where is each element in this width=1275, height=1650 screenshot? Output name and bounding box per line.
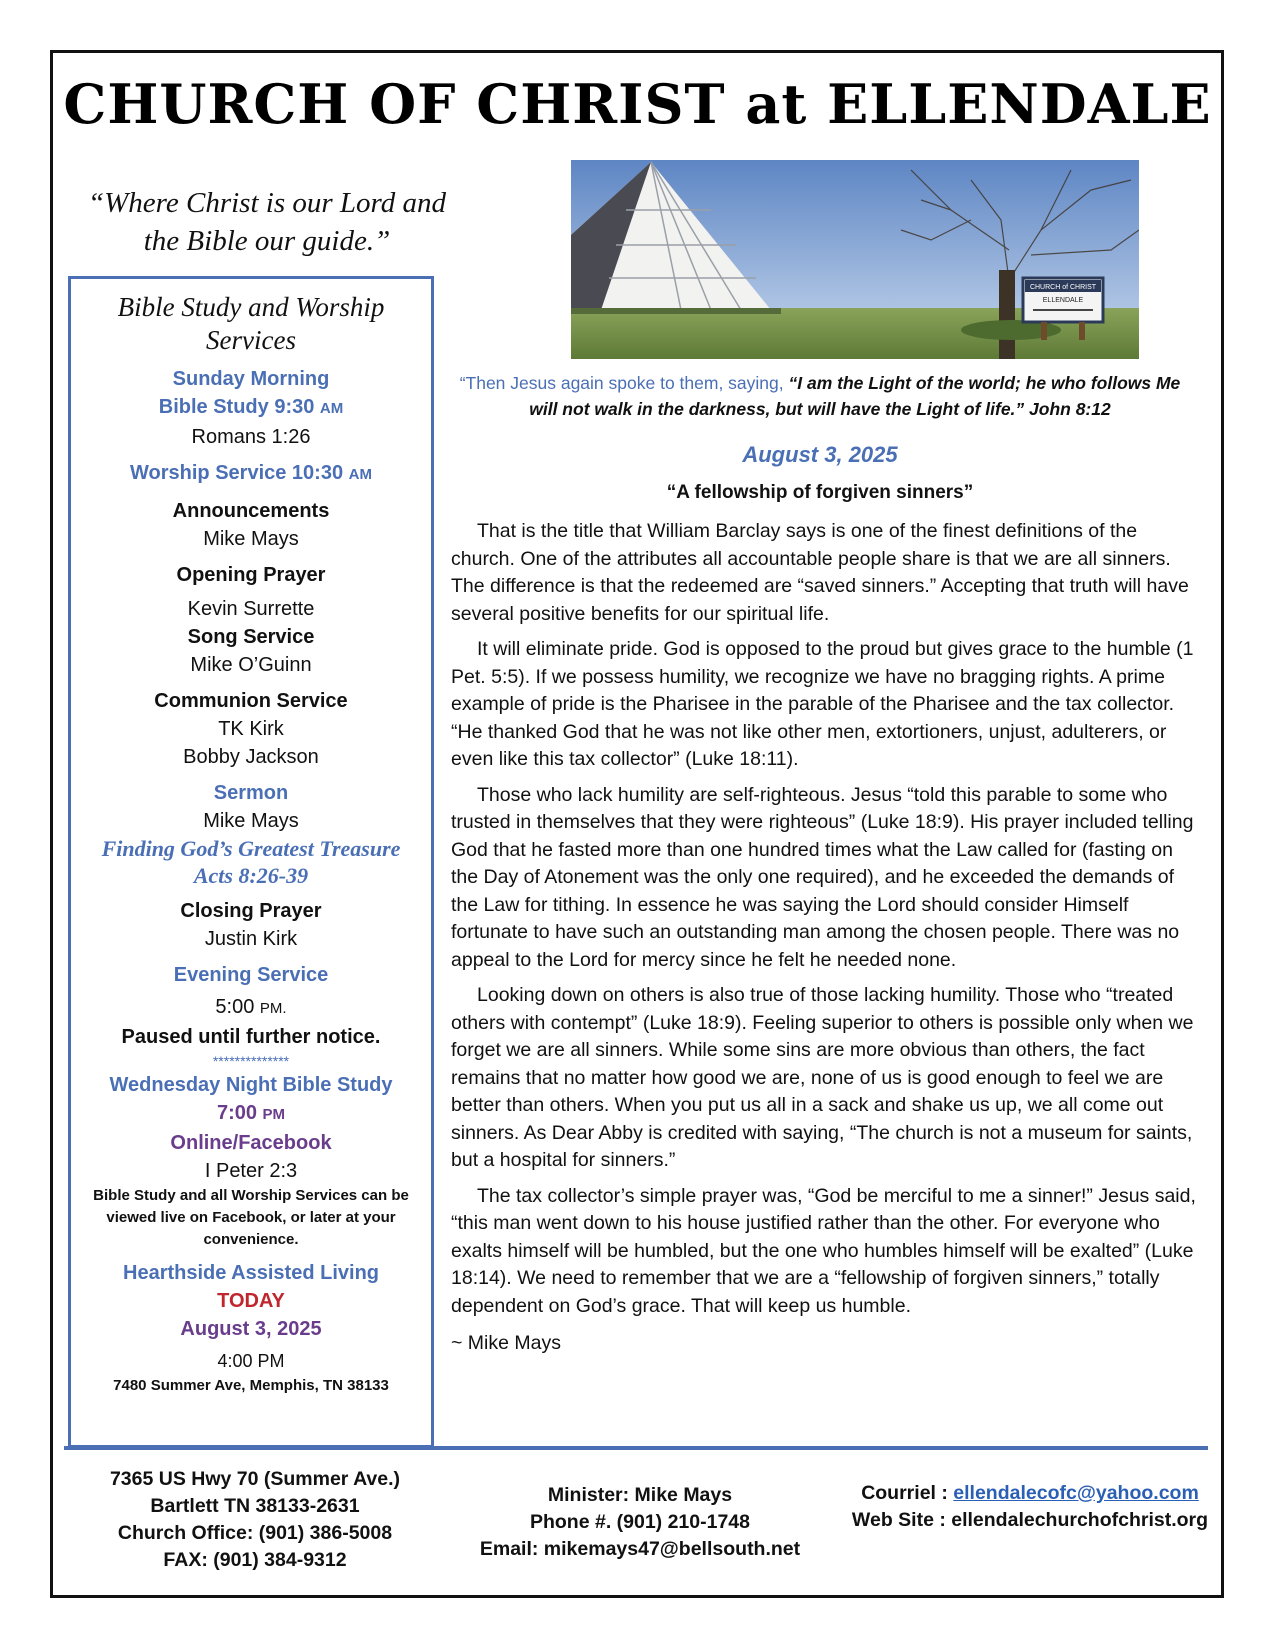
communion-name: TK Kirk xyxy=(218,718,284,740)
evening-service-label: Evening Service xyxy=(173,964,329,986)
article-body xyxy=(451,518,1196,1366)
address-line: Bartlett TN 38133-2631 xyxy=(150,1495,360,1517)
worship-time: Worship Service 10:30 AM xyxy=(130,462,372,484)
song-service-name: Mike O’Guinn xyxy=(190,654,312,676)
sermon-title: Finding God’s Greatest Treasure xyxy=(101,836,401,861)
announcements-label: Announcements xyxy=(172,500,330,522)
sunday-morning-label: Sunday Morning xyxy=(172,368,330,390)
sermon-preacher: Mike Mays xyxy=(203,810,299,832)
article-signature: ~ Mike Mays xyxy=(451,1332,561,1354)
wednesday-label: Wednesday Night Bible Study xyxy=(109,1074,393,1096)
sermon-label: Sermon xyxy=(213,782,289,804)
article-paragraph: That is the title that William Barclay says is one of the finest definitions of the church. One of the attributes all accountable people share is that we are all sinners. The difference is that the redeemed are “saved sinners.” Accepting that truth will have several positive benefits for our spiritual life. xyxy=(451,520,1189,625)
quote-verse: “I am the Light of the world; he who follows Me will not walk in the darkness, but will have the Light of life.” John 8:12 xyxy=(529,373,1181,419)
opening-prayer-label: Opening Prayer xyxy=(176,564,326,586)
sign-text-line1: CHURCH of CHRIST xyxy=(1029,284,1097,291)
email-link[interactable]: ellendalecofc@yahoo.com xyxy=(953,1482,1199,1504)
wednesday-time: 7:00 PM xyxy=(216,1102,286,1124)
hearthside-date: August 3, 2025 xyxy=(180,1318,322,1340)
article-title: “A fellowship of forgiven sinners” xyxy=(666,482,974,503)
bible-study-text: Romans 1:26 xyxy=(191,426,311,448)
online-facebook: Online/Facebook xyxy=(170,1132,332,1154)
closing-prayer-label: Closing Prayer xyxy=(180,900,322,922)
song-service-label: Song Service xyxy=(187,626,315,648)
fax-number: FAX: (901) 384-9312 xyxy=(163,1549,347,1571)
communion-label: Communion Service xyxy=(154,690,348,712)
church-motto: “Where Christ is our Lord and the Bible our guide.” xyxy=(88,187,446,257)
article-paragraph: Looking down on others is also true of those lacking humility. Those who “treated others with contempt” (Luke 18:9). Feeling superior to others is possible only when we forget we are all sinners. While some sins are more obvious than others, the fact remains that no matter how good we are, none of us is good enough to feel we are better than others. When you put us all in a sack and shake us up, we all come out sinners. As Dear Abby is credited with saying, “The church is not a museum for saints, but a hospital for sinners.” xyxy=(451,984,1194,1171)
church-photo xyxy=(571,160,1139,359)
page-title: CHURCH OF CHRIST at ELLENDALE xyxy=(63,72,1212,136)
scripture-quote xyxy=(450,370,1190,422)
evening-service-note: Paused until further notice. xyxy=(121,1026,381,1048)
footer-divider xyxy=(64,1446,1208,1450)
church-office-phone: Church Office: (901) 386-5008 xyxy=(117,1522,393,1544)
minister-phone: Phone #. (901) 210-1748 xyxy=(529,1511,751,1533)
hearthside-address: 7480 Summer Ave, Memphis, TN 38133 xyxy=(113,1377,389,1394)
article-paragraph: It will eliminate pride. God is opposed to the proud but gives grace to the humble (1 Pet. 5:5). If we possess humility, we recognize we have no bragging rights. A prime example of pride is the Pharisee in the parable of the Pharisee and the tax collector. “He thanked God that he was not like other men, extortioners, unjust, adulterers, or even like this tax collector” (Luke 18:11). xyxy=(451,638,1194,770)
footer-contact-block xyxy=(840,1480,1220,1534)
divider-stars: ************** xyxy=(212,1053,290,1069)
today-label: TODAY xyxy=(217,1290,285,1312)
article-date: August 3, 2025 xyxy=(742,442,898,467)
address-line: 7365 US Hwy 70 (Summer Ave.) xyxy=(109,1468,401,1490)
sermon-scripture: Acts 8:26-39 xyxy=(193,863,309,888)
hearthside-label: Hearthside Assisted Living xyxy=(123,1262,379,1284)
evening-service-time: 5:00 PM. xyxy=(215,996,287,1018)
website-line: Web Site : ellendalechurchofchrist.org xyxy=(851,1509,1209,1531)
hearthside-time: 4:00 PM xyxy=(217,1351,285,1371)
website-url: ellendalechurchofchrist.org xyxy=(951,1509,1209,1531)
footer-address-block xyxy=(80,1466,430,1574)
footer-minister-block xyxy=(460,1482,820,1563)
opening-prayer-name: Kevin Surrette xyxy=(187,598,315,620)
article-paragraph: Those who lack humility are self-righteous. Jesus “told this parable to some who trusted in themselves that they were righteous” (Luke 18:9). His prayer included telling God that he fasted more than one hundred times what the Law called for (fasting on the Day of Atonement was the only one required), and he exceeded the demands of the Law for tithing. In essence he was saying the Lord should consider Himself fortunate to have such an outstanding man among the chosen people. There was no appeal to the Lord for mercy since he felt he needed none. xyxy=(451,783,1194,971)
courriel-line: Courriel : ellendalecofc@yahoo.com xyxy=(861,1482,1199,1504)
minister-email: Email: mikemays47@bellsouth.net xyxy=(479,1538,801,1560)
quote-intro: “Then Jesus again spoke to them, saying, xyxy=(459,373,784,393)
announcements-name: Mike Mays xyxy=(203,528,299,550)
facebook-note: Bible Study and all Worship Services can be viewed live on Facebook, or later at your convenience. xyxy=(93,1187,409,1248)
minister-name: Minister: Mike Mays xyxy=(547,1484,733,1506)
bible-study-time: Bible Study 9:30 AM xyxy=(158,396,344,418)
wednesday-text: I Peter 2:3 xyxy=(204,1160,298,1182)
communion-name: Bobby Jackson xyxy=(183,746,319,768)
services-heading: Bible Study and Worship Services xyxy=(117,292,385,355)
article-paragraph: The tax collector’s simple prayer was, “God be merciful to me a sinner!” Jesus said, “this man went down to his house justified rather than the other. For everyone who exalts himself will be humbled, but the one who humbles himself will be exalted” (Luke 18:14). We need to remember that we are a “fellowship of forgiven sinners,” totally dependent on God’s grace. That will keep us humble. xyxy=(451,1184,1196,1317)
services-sidebar xyxy=(68,276,434,1448)
sign-text-line2: ELLENDALE xyxy=(1042,297,1084,304)
closing-prayer-name: Justin Kirk xyxy=(204,928,298,950)
